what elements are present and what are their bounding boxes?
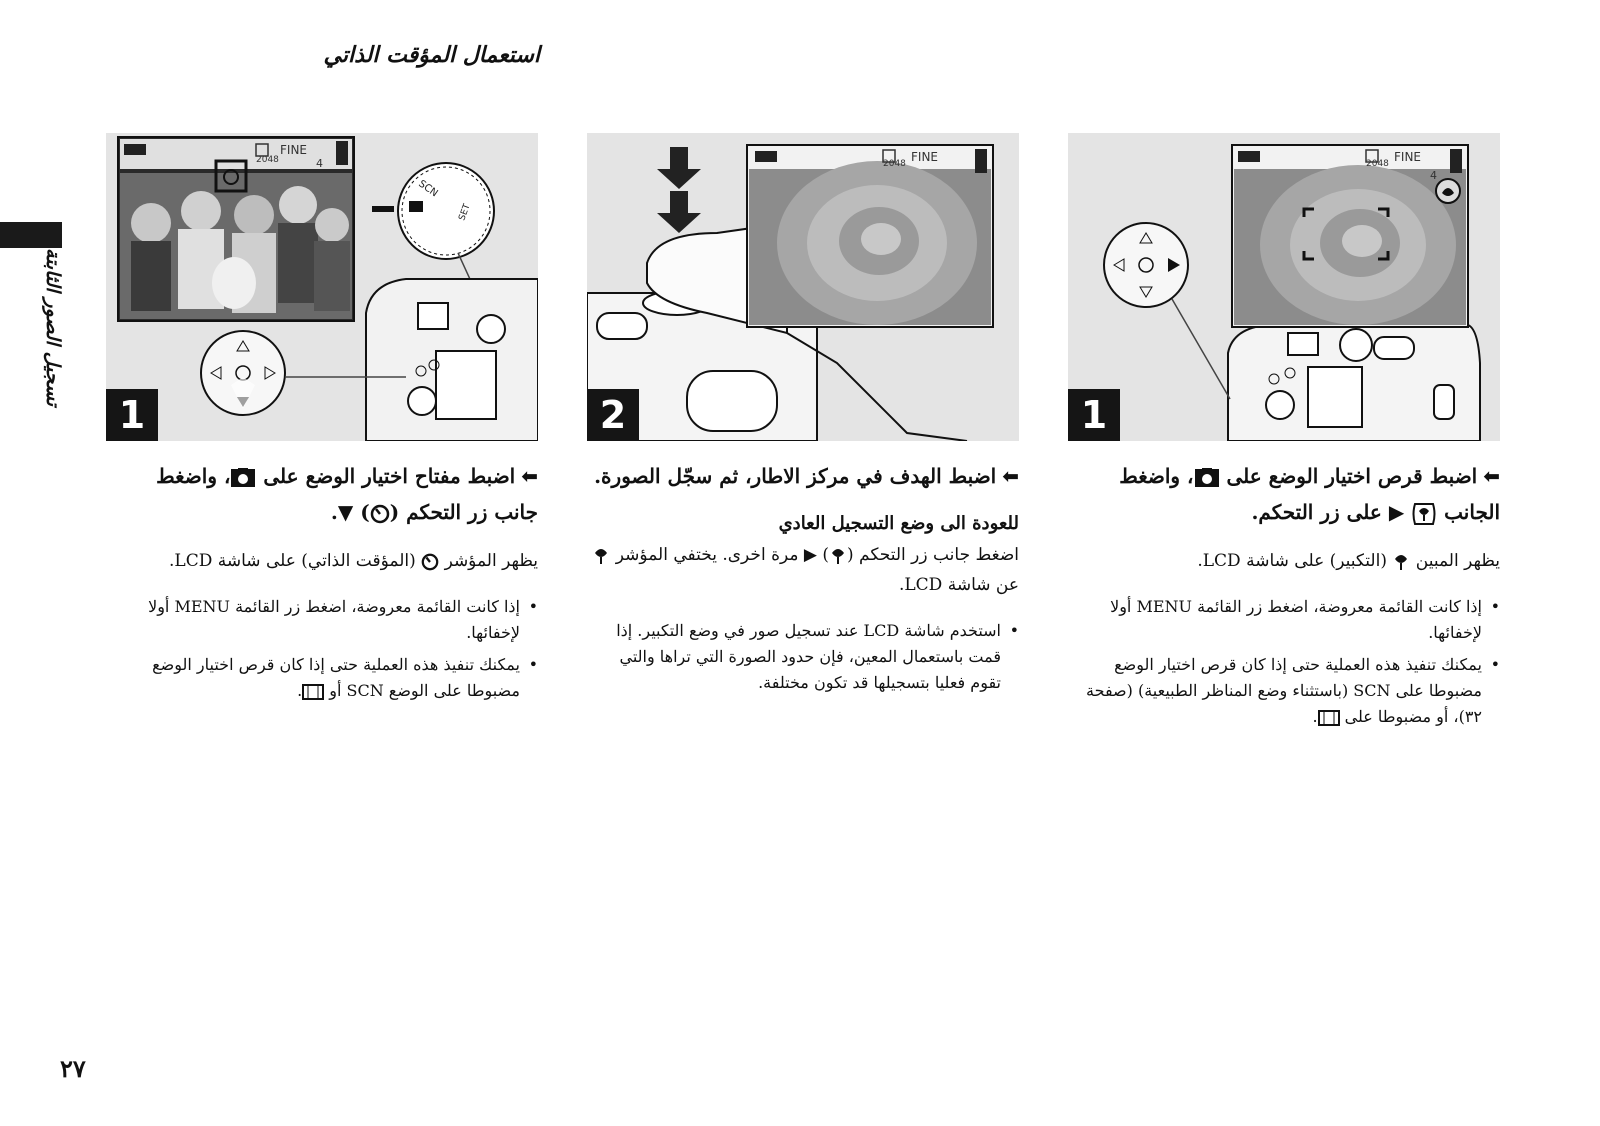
lcd-count-label: 4 [316, 157, 323, 170]
macro-flower-icon [592, 547, 610, 565]
camera-mode-icon [230, 468, 256, 488]
right-triangle-icon: ▶ [803, 545, 817, 565]
illustration-self-timer [106, 133, 538, 441]
lcd-resolution-label: 2048 [256, 155, 279, 165]
step-number-badge: 1 [106, 389, 158, 441]
return-normal-heading: للعودة الى وضع التسجيل العادي [778, 513, 1019, 534]
section-side-label: تسجيل الصور الثابتة [42, 248, 64, 407]
macro-flower-icon [1411, 503, 1437, 525]
page-number: ٢٧ [60, 1054, 86, 1083]
right-triangle-icon: ▶ [1388, 500, 1405, 524]
lcd-resolution-label: 2048 [883, 159, 906, 169]
arrow-left-icon: ⬅ [1483, 464, 1500, 488]
lcd-resolution-label: 2048 [1366, 159, 1389, 169]
step-column-shutter [587, 458, 1019, 702]
step-description: اضغط جانب زر التحكم () ▶ مرة اخرى. يختفي المؤشر عن شاشة LCD. [587, 540, 1019, 600]
step-description: يظهر المؤشر (المؤقت الذاتي) على شاشة LCD. [169, 551, 538, 571]
step-number-badge: 1 [1068, 389, 1120, 441]
lcd-count-label: 4 [1430, 169, 1437, 182]
macro-flower-icon [1392, 553, 1410, 571]
notes-list [587, 618, 1019, 696]
lcd-fine-label: FINE [1394, 150, 1421, 164]
note-item: • استخدم شاشة LCD عند تسجيل صور في وضع التكبير. إذا قمت باستعمال المعين، فإن حدود الصورة التي تراها والتي تقوم فعليا بتسجيلها قد تكون مختلفة. [587, 618, 1019, 696]
dial-scn-label: SCN [416, 178, 440, 200]
step-instruction: ⬅اضبط الهدف في مركز الاطار، ثم سجّل الصورة. [594, 464, 1019, 488]
movie-film-icon [1318, 710, 1340, 726]
arrow-left-icon: ⬅ [1002, 464, 1019, 488]
note-item: • إذا كانت القائمة معروضة، اضغط زر القائمة MENU أولا لإخفائها. [1068, 594, 1500, 646]
arrow-left-icon: ⬅ [521, 464, 538, 488]
step-column-zoom [1068, 458, 1500, 736]
note-item: • إذا كانت القائمة معروضة، اضغط زر القائمة MENU أولا لإخفائها. [106, 594, 538, 646]
note-item: • يمكنك تنفيذ هذه العملية حتى إذا كان قرص اختيار الوضع مضبوطا على SCN (باستثناء وضع المناظر الطبيعية) (صفحة ٣٢)، أو مضبوطا على . [1068, 652, 1500, 730]
notes-list [106, 594, 538, 704]
down-triangle-icon: ▼ [337, 500, 354, 524]
lcd-fine-label: FINE [280, 143, 307, 157]
self-timer-icon [421, 553, 439, 571]
self-timer-icon [370, 504, 390, 524]
illustration-shutter [587, 133, 1019, 441]
step-number-badge: 2 [587, 389, 639, 441]
step-column-self-timer [106, 458, 538, 710]
camera-mode-icon [1194, 468, 1220, 488]
step-instruction: ⬅اضبط قرص اختيار الوضع على ، واضغط الجانب ▶ على زر التحكم. [1119, 464, 1500, 524]
step-instruction: ⬅اضبط مفتاح اختيار الوضع على ، واضغط جانب زر التحكم () ▼. [156, 464, 538, 524]
note-item: • يمكنك تنفيذ هذه العملية حتى إذا كان قرص اختيار الوضع مضبوطا على الوضع SCN أو . [106, 652, 538, 704]
macro-flower-icon [829, 547, 847, 565]
notes-list [1068, 594, 1500, 730]
page-title: استعمال المؤقت الذاتي [323, 42, 540, 68]
dial-set-label: SET [457, 202, 473, 223]
section-tab-marker [0, 222, 62, 248]
illustration-zoom-mode [1068, 133, 1500, 441]
lcd-fine-label: FINE [911, 150, 938, 164]
step-description: يظهر المبين (التكبير) على شاشة LCD. [1197, 551, 1500, 571]
movie-film-icon [302, 684, 324, 700]
